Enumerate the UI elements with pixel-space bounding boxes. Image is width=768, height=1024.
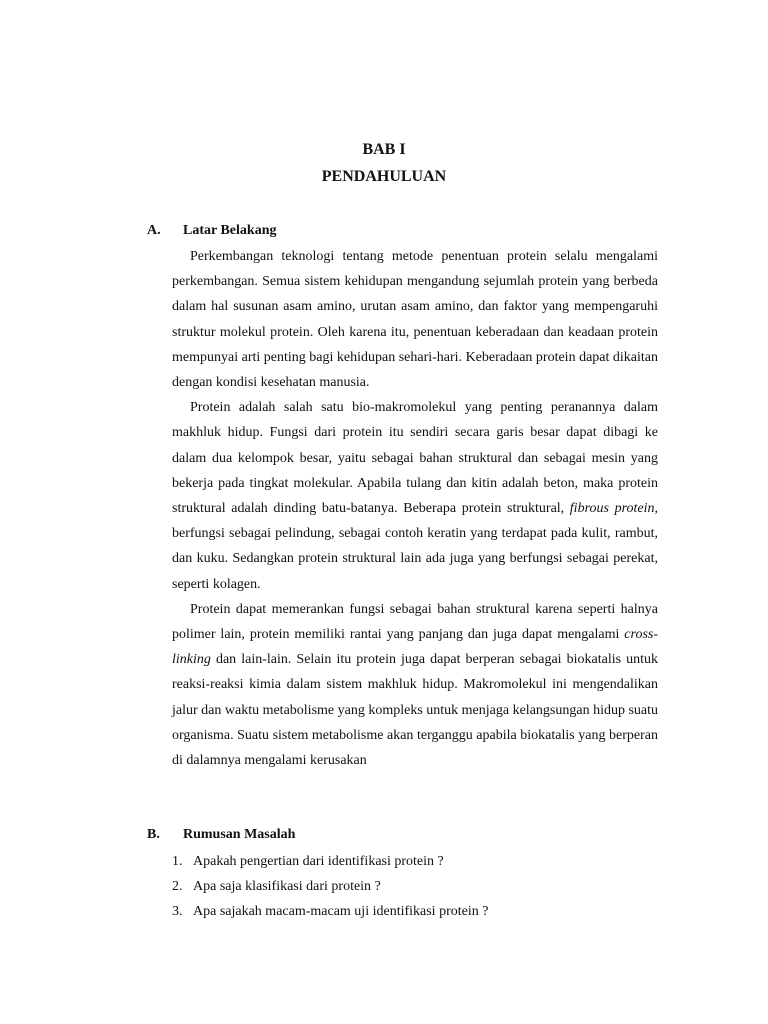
chapter-title: PENDAHULUAN [321,168,447,185]
section-b-letter: B. [147,827,160,842]
paragraph-3-text-before: Protein dapat memerankan fungsi sebagai bahan struktural karena seperti halnya polimer lain, protein memiliki rantai yang panjang dan juga dapat mengalami [172,601,658,643]
list-item [172,899,658,924]
paragraph-1: Perkembangan teknologi tentang metode penentuan protein selalu mengalami perkembangan. Semua sistem kehidupan mengandung sejumlah protein yang berbeda dalam hal susunan asam amino, urutan asam amino, dan faktor yang mempengaruhi struktur molekul protein. Oleh karena itu, penentuan keberadaan dan keadaan protein mempunyai arti penting bagi kehidupan sehari-hari. Keberadaan protein dapat dikaitan dengan kondisi kesehatan manusia. [172,249,658,391]
problem-list [172,849,658,925]
paragraph-2 [172,395,658,597]
section-a-body [172,244,658,773]
paragraph-3 [172,597,658,773]
list-item-text: Apa saja klasifikasi dari protein ? [193,879,381,895]
paragraph-2-text-before: Protein adalah salah satu bio-makromolekul yang penting peranannya dalam makhluk hidup. Fungsi dari protein itu sendiri secara garis besar dapat dibagi ke dalam dua kelompok besar, yaitu sebagai bahan struktural dan sebagai mesin yang bekerja pada tingkat molekular. Apabila tulang dan kitin adalah beton, maka protein struktural adalah dinding batu-batanya. Beberapa protein struktural, [172,400,658,517]
section-a-letter: A. [147,223,161,238]
chapter-number: BAB I [362,141,406,158]
list-item-text: Apakah pengertian dari identifikasi protein ? [193,854,444,869]
section-b-title: Rumusan Masalah [183,827,296,842]
list-item [172,849,658,874]
list-item [172,874,658,899]
list-item-number: 1. [172,854,183,869]
list-item-number: 3. [172,904,183,920]
paragraph-3-text-after: dan lain-lain. Selain itu protein juga dapat berperan sebagai biokatalis untuk reaksi-reaksi kimia dalam sistem makhluk hidup. Makromolekul ini mengendalikan jalur dan waktu metabolisme yang kompleks untuk menjaga kelangsungan hidup suatu organisma. Suatu sistem metabolisme akan terganggu apabila biokatalis yang berperan di dalamnya mengalami kerusakan [172,652,659,769]
paragraph-3-italic-term: cross-linking [172,627,658,668]
paragraph-2-text-after: , berfungsi sebagai pelindung, sebagai contoh keratin yang terdapat pada kulit, rambut, dan kuku. Sedangkan protein struktural lain ada juga yang berfungsi sebagai perekat, seperti kolagen. [172,501,658,592]
paragraph-2-italic-term: fibrous protein [569,501,655,517]
list-item-number: 2. [172,879,183,895]
list-item-text: Apa sajakah macam-macam uji identifikasi protein ? [193,904,489,920]
section-a-title: Latar Belakang [183,223,277,238]
